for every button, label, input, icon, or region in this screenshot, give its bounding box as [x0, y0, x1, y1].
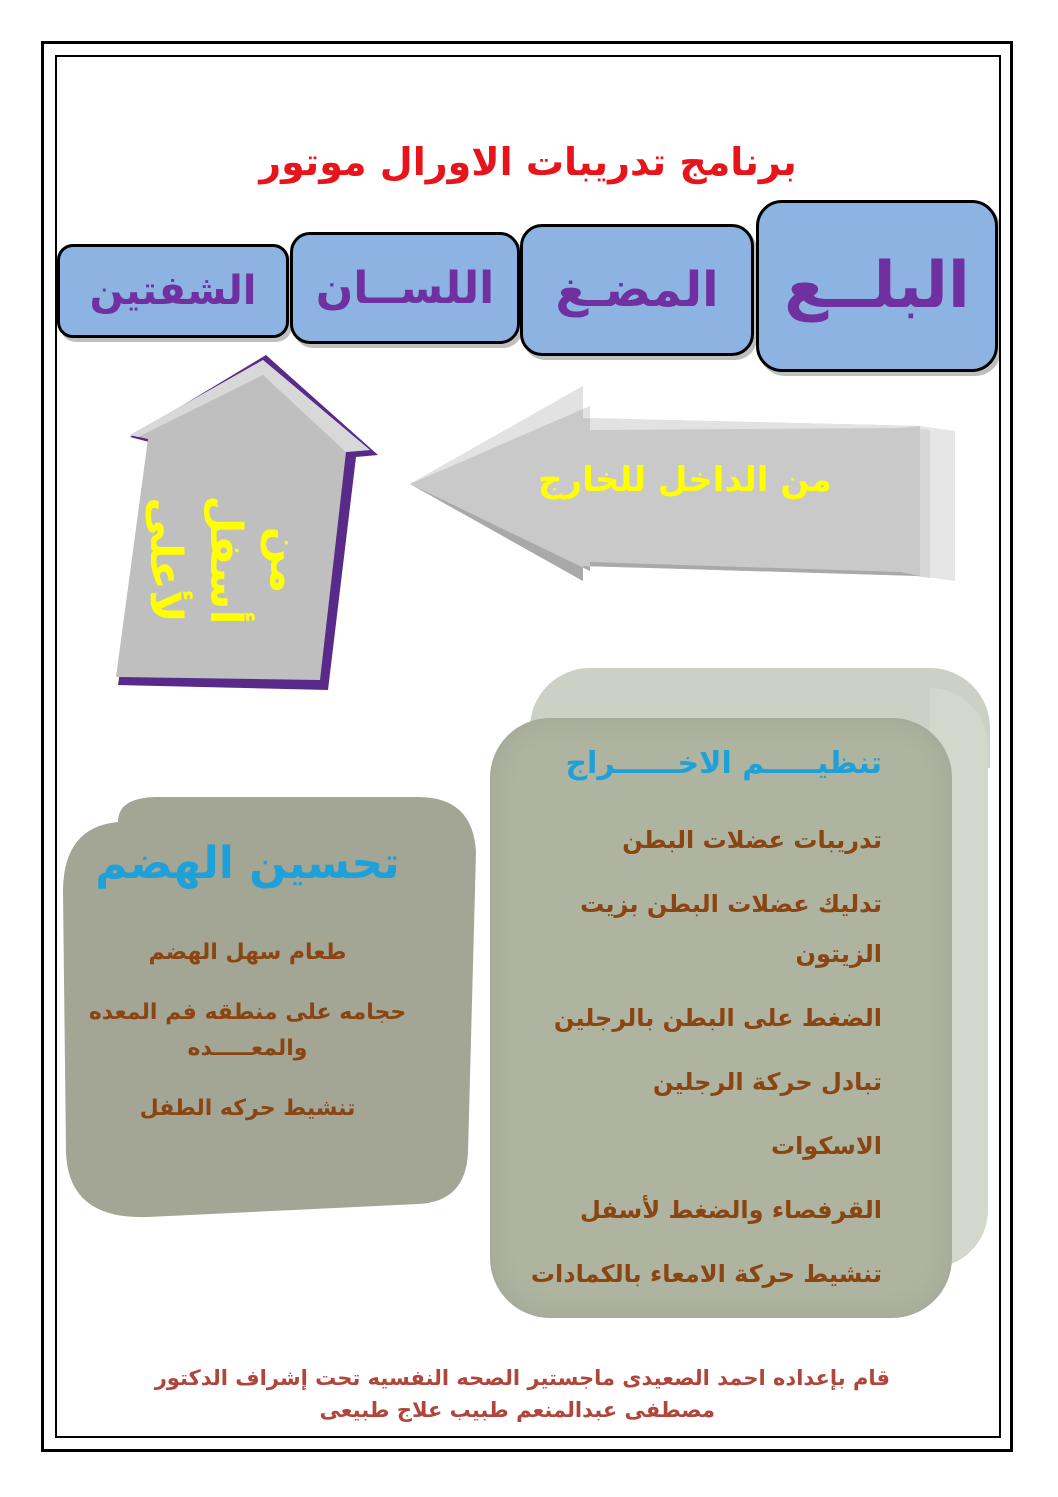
digestion-list — [80, 935, 415, 1151]
arrow-label-inside-out: من الداخل للخارج — [538, 460, 832, 500]
arrow-up-line1: من أسفل — [200, 495, 311, 625]
arrow-label-bottom-up — [125, 475, 325, 645]
page-title: برنامج تدريبات الاورال موتور — [259, 140, 797, 184]
list-item: تدريبات عضلات البطن — [622, 826, 882, 854]
list-item: حجامه على منطقه فم المعده والمعـــــده — [88, 1000, 407, 1061]
list-item: تنشيط حركه الطفل — [139, 1096, 356, 1121]
list-item: تبادل حركة الرجلين — [652, 1068, 882, 1096]
credits-line1: قام بإعداده احمد الصعيدى ماجستير الصحه النفسيه تحت إشراف الدكتور — [154, 1366, 890, 1390]
tab-tongue: اللســان — [290, 232, 520, 344]
list-item: طعام سهل الهضم — [148, 940, 347, 965]
credits-line2: مصطفى عبدالمنعم طبيب علاج طبيعى — [319, 1398, 715, 1422]
list-item: الضغط على البطن بالرجلين — [553, 1004, 882, 1032]
tab-chewing: المضـغ — [520, 224, 754, 356]
excretion-title: تنظيـــــم الاخــــــراج — [565, 746, 882, 781]
digestion-title: تحسين الهضم — [95, 838, 400, 889]
list-item: تدليك عضلات البطن بزيت الزيتون — [580, 890, 882, 968]
list-item: القرفصاء والضغط لأسفل — [579, 1196, 882, 1224]
credits — [150, 1362, 890, 1426]
tab-swallowing: البلــع — [756, 200, 998, 372]
list-item: تنشيط حركة الامعاء بالكمادات — [530, 1260, 882, 1288]
list-item: الاسكوات — [770, 1132, 882, 1160]
arrow-up-line2: لأعلى — [140, 497, 191, 623]
tab-lips: الشفتين — [57, 244, 289, 338]
excretion-list — [510, 815, 882, 1313]
